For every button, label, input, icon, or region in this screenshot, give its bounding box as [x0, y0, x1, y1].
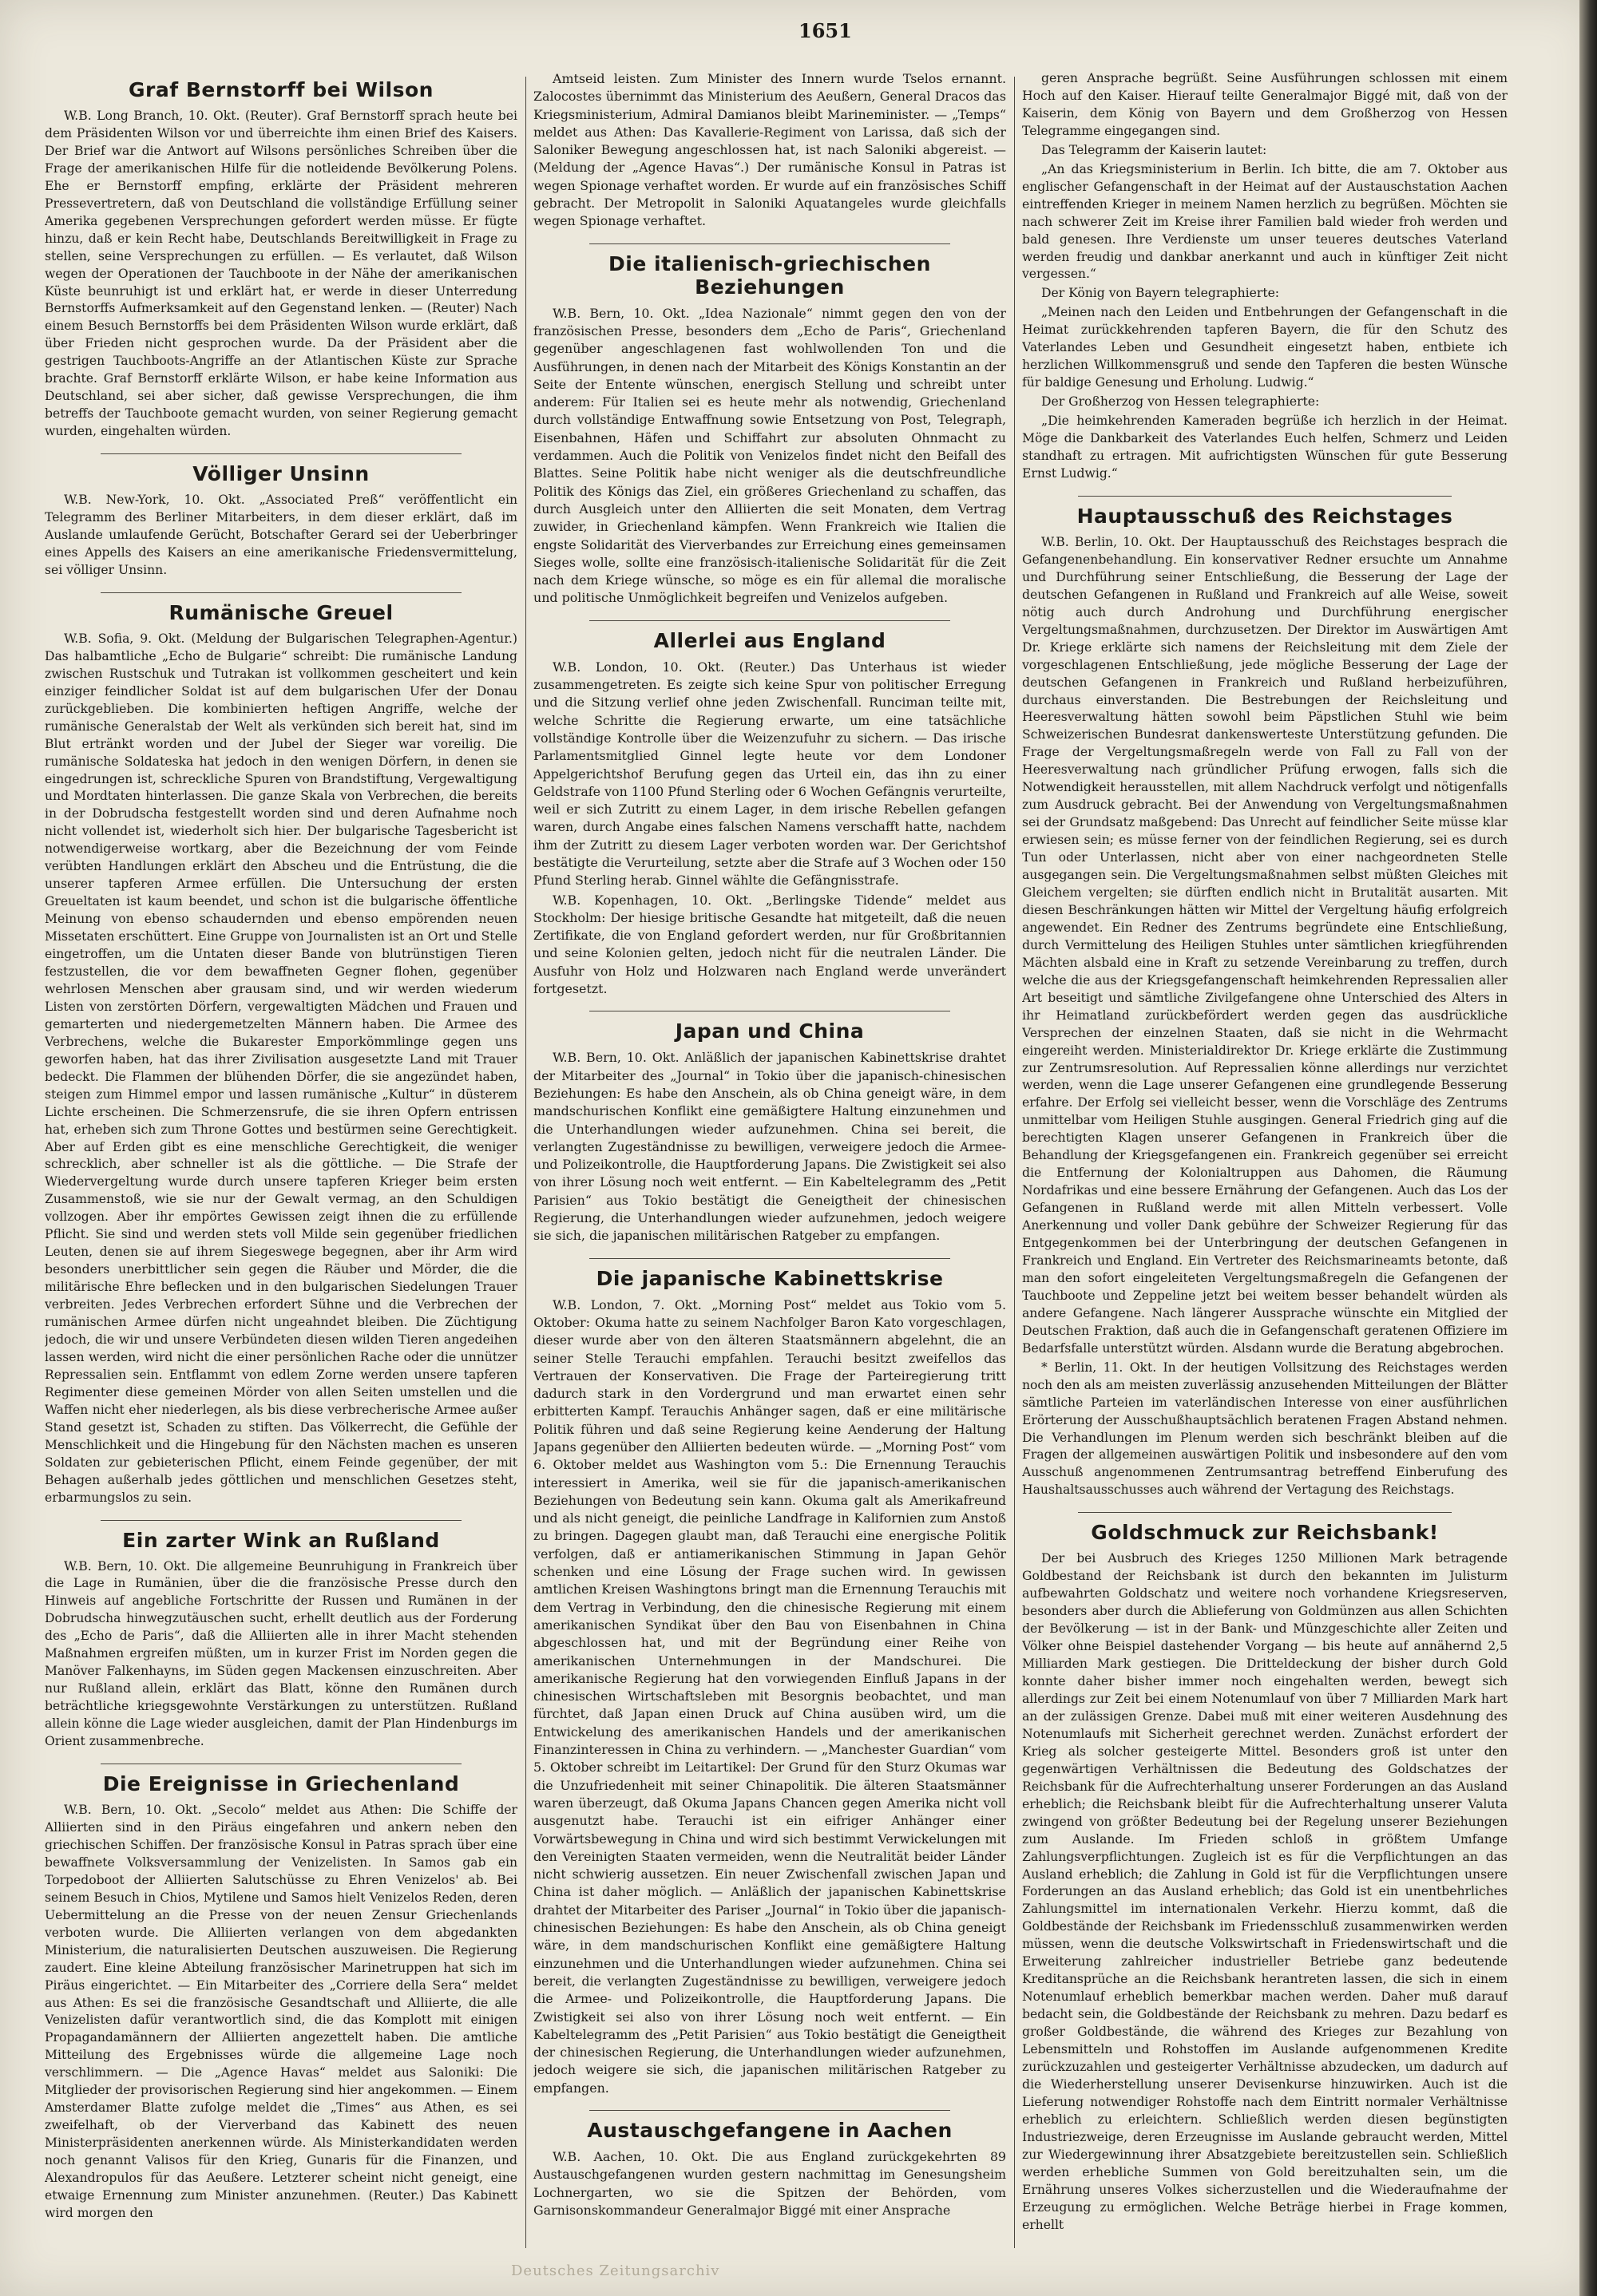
article-headline: Die japanische Kabinettskrise	[596, 1266, 944, 1290]
article-paragraph: Der König von Bayern telegraphierte:	[1041, 286, 1280, 301]
article-headline: Austauschgefangene in Aachen	[587, 2118, 953, 2142]
article	[533, 243, 1006, 608]
article	[533, 2110, 1006, 2219]
article-headline: Allerlei aus England	[653, 628, 886, 652]
article-separator	[589, 620, 950, 621]
article	[533, 1011, 1006, 1245]
article-separator	[101, 1520, 462, 1521]
article	[1022, 70, 1508, 483]
article-headline: Die italienisch-griechischen Beziehungen	[608, 251, 931, 299]
article	[45, 78, 517, 441]
article-paragraph: * Berlin, 11. Okt. In der heutigen Vollsitzung des Reichstages werden noch den als am meisten zuverlässig anzusehenden Mitteilungen der Blätter sämtliche Parteien im vaterländischen Interesse von einer ausführlichen Erörterung der Ausschußhauptsächlich beratenen Fragen Abstand nehmen. Die Verhandlungen im Plenum werden sich beschränkt bleiben auf die Fragen der allgemeinen auswärtigen Politik und insbesondere auf den vom Ausschuß angenommenen Zentrumsantrag betreffend Einberufung des Haushaltsausschusses auch während der Vertagung des Reichstags.	[1022, 1360, 1508, 1498]
article-paragraph: „An das Kriegsministerium in Berlin. Ich bitte, die am 7. Oktober aus englischer Gefangenschaft in der Heimat auf der Austauschstation Aachen eintreffenden Krieger in meinem Namen herzlich zu begrüßen. Möchten sie nach schwerer Zeit im Kreise ihrer Familien bald wieder froh werden und bald genesen. Ihre Verdienste um unser teueres deutsches Vaterland werden freudig und dankbar anerkannt und auch in künftiger Zeit nicht vergessen.“	[1022, 161, 1508, 282]
article-paragraph: W.B. Bern, 10. Okt. „Secolo“ meldet aus Athen: Die Schiffe der Alliierten sind in den Piräus eingefahren und ankern neben den griechischen Schiffen. Der französische Konsul in Patras sprach über eine bewaffnete Volksversammlung der Venizelisten. In Samos gab ein Torpedoboot der Alliierten Salutschüsse zu Ehren Venizelos' ab. Bei seinem Besuch in Chios, Mytilene und Samos hielt Venizelos Reden, deren Uebermittelung an die Presse von der neuen Zensur Griechenlands verboten wurde. Die Alliierten verlangen von dem abgedankten Ministerium, die naturalisierten Deutschen auszuweisen. Die Regierung zaudert. Eine kleine Abteilung französischer Marinetruppen hat sich im Piräus eingerichtet. — Ein Mitarbeiter des „Corriere della Sera“ meldet aus Athen: Es sei die französische Gesandtschaft und Alliierte, die alle Venizelisten dafür verantwortlich sind, die das Komplott mit einigen Propagandamännern der Alliierten angezettelt haben. Die amtliche Mitteilung des Ergebnisses würde die allgemeine Lage noch verschlimmern. — Die „Agence Havas“ meldet aus Saloniki: Die Mitglieder der provisorischen Regierung sind hier angekommen. — Einem Amsterdamer Blatte zufolge meldet die „Times“ aus Athen, es sei zweifelhaft, ob der Vierverband das Kabinett des neuen Ministerpräsidenten anerkennen würde. Als Ministerkandidaten werden noch genannt Valisos für den Krieg, Gunaris für die Finanzen, und Alexandropulos für das Aeußere. Letzterer scheint nicht geneigt, eine etwaige Ernennung zum Minister anzunehmen. (Reuter.) Das Kabinett wird morgen den	[45, 1803, 517, 2220]
article-paragraph: W.B. Bern, 10. Okt. Die allgemeine Beunruhigung in Frankreich über die Lage in Rumänien, über die die französische Presse durch den Hinweis auf angebliche Fortschritte der Russen und Rumänen in der Dobrudscha hinwegzutäuschen sucht, erhellt deutlich aus der Forderung des „Echo de Paris“, daß die Alliierten alle in ihrer Macht stehenden Maßnahmen ergreifen müßten, um in kurzer Frist im Norden gegen die Manöver Falkenhayns, im Süden gegen Mackensen einzuschreiten. Aber nur Rußland allein, erklärt das Blatt, könne den Rumänen durch beträchtliche kriegsgewohnte Verstärkungen zu unterstützen. Rußland allein könne die Lage wieder ausgleichen, damit der Plan Hindenburgs im Orient zusammenbreche.	[45, 1558, 517, 1749]
article-paragraph: W.B. London, 7. Okt. „Morning Post“ meldet aus Tokio vom 5. Oktober: Okuma hatte zu seinem Nachfolger Baron Kato vorgeschlagen, dieser wurde aber von den älteren Staatsmännern abgelehnt, die an seiner Stelle Terauchi empfahlen. Terauchi besitzt zweifellos das Vertrauen der Konservativen. Die Frage der Parteiregierung tritt dadurch stark in den Vordergrund und man erwartet einen sehr erbitterten Kampf. Terauchis Anhänger sagen, daß er eine militärische Politik führen und daß seine Regierung keine Aenderung der Haltung Japans gegenüber den Alliierten bedeuten würde. — „Morning Post“ vom 6. Oktober meldet aus Washington vom 5.: Die Ernennung Terauchis interessiert in Amerika, weil sie für die japanisch-amerikanischen Beziehungen von Bedeutung sein kann. Okuma galt als Amerikafreund und als nicht geneigt, die peinliche Landfrage in Kalifornien zum Anstoß zu bringen. Dagegen glaubt man, daß Terauchi eine energische Politik verfolgen, daß er antiamerikanischen Stimmung in Japan Gehör schenken und eine Lösung der Frage suchen wird. In gewissen amtlichen Kreisen Washingtons bringt man die Ernennung Terauchis mit dem Vertrag in Verbindung, den die chinesische Regierung mit einem amerikanischen Syndikat über den Bau von Eisenbahnen in China abgeschlossen hat, und mit der Begründung einer Reihe von amerikanischen Unternehmungen in der Mandschurei. Die amerikanische Regierung hat den vorwiegenden Einfluß Japans in der chinesischen Wirtschaftsleben mit Besorgnis beobachtet, und man fürchtet, daß Japan einen Druck auf China ausüben wird, um die Entwickelung des amerikanischen Handels und der amerikanischen Finanzinteressen in China zu verhindern. — „Manchester Guardian“ vom 5. Oktober schreibt im Leitartikel: Der Grund für den Sturz Okumas war die Unzufriedenheit mit seiner Chinapolitik. Die älteren Staatsmänner waren überzeugt, daß Okuma Japans Chancen gegen Amerika nicht voll ausgenutzt habe. Terauchi ist ein eifriger Anhänger einer Vorwärtsbewegung in China und wird sich bestimmt Verwickelungen mit den Vereinigten Staaten vermeiden, wenn die Neutralität beider Länder nicht schwierig aussetzen. Ein neuer Zwischenfall zwischen Japan und China ist daher möglich. — Anläßlich der japanischen Kabinettskrise drahtet der Mitarbeiter des Pariser „Journal“ in Tokio über die japanisch-chinesischen Beziehungen: Es habe den Anschein, als ob China geneigt wäre, in dem mandschurischen Konflikt eine gemäßigtere Haltung einzunehmen und die Unterhandlungen wieder aufzunehmen. China sei bereit, die verlangten Zugeständnisse zu bewilligen, verweigere jedoch die Armee- und Polizeikontrolle, die Hauptforderung Japans. Die Zwistigkeit sei also von ihrer Lösung noch weit entfernt. — Ein Kabeltelegramm des „Petit Parisien“ aus Tokio bestätigt die Geneigtheit der chinesischen Regierung, die Unterhandlungen wieder aufzunehmen, jedoch weigere sie sich, die japanischen militärischen Ratgeber zu empfangen.	[533, 1296, 1006, 2096]
article-paragraph: W.B. Bern, 10. Okt. „Idea Nazionale“ nimmt gegen den von der französischen Presse, besonders dem „Echo de Paris“, Griechenland gegenüber angeschlagenen fast wohlwollenden Ton und die Ausführungen, in denen nach der Mitarbeit des Königs Konstantin an der Seite der Entente wünschen, energisch Stellung und schreibt unter anderem: Für Italien sei es heute mehr als notwendig, Griechenland durch vollständige Entwaffnung sowie Entsetzung von Post, Telegraph, Eisenbahnen, Häfen und Schiffahrt zur absoluten Ohnmacht zu verdammen. Auch die Politik von Venizelos findet nicht den Beifall des Blattes. Seine Politik habe nicht weniger als die deutschfreundliche Politik des Königs das Ziel, ein größeres Griechenland zu schaffen, das durch Ausgleich unter den Alliierten die seit Monaten, dem Vertrag zuwider, in Griechenland kämpfen. Wenn Frankreich wie Italien die engste Solidarität des Vierverbandes zur Erreichung eines gemeinsamen Sieges wolle, sollte eine französisch-italienische Solidarität für die Zeit nach dem Kriege wünsche, so möge es ein für allemal die moralische und politische Unmöglichkeit begreifen und Venizelos aufgeben.	[533, 305, 1006, 606]
article-paragraph: Der bei Ausbruch des Krieges 1250 Millionen Mark betragende Goldbestand der Reichsbank ist durch den bekannten im Julisturm aufbewahrten Goldschatz und weitere noch vorhandene Kriegsreserven, besonders aber durch die Ablieferung von Goldmünzen aus allen Schichten der Bevölkerung — ist in der Bank- und Münzgeschichte aller Zeiten und Völker ohne Beispiel dastehender Vorgang — bis heute auf annähernd 2,5 Milliarden Mark gestiegen. Die Dritteldeckung der bisher durch Gold konnte daher bisher immer noch eingehalten werden, bewegt sich allerdings zur Zeit bei einem Notenumlauf von über 7 Milliarden Mark hart an der zulässigen Grenze. Dabei muß mit einer weiteren Ausdehnung des Notenumlaufs mit Sicherheit gerechnet werden. Zunächst erfordert der Krieg als solcher gesteigerte Mittel. Besonders groß ist unter den gegenwärtigen Verhältnissen die Bedeutung des Goldschatzes der Reichsbank für die Aufrechterhaltung unserer Forderungen an das Ausland erheblich; die Reichsbank bleibt für die Aufrechterhaltung unserer Valuta zwingend von größter Bedeutung bei der Regelung unserer Beziehungen zum Auslande. Im Frieden schloß in größtem Umfange Zahlungsverpflichtungen. Zugleich ist es für die Verpflichtungen an das Ausland erheblich; die Zahlung in Gold ist für die Verpflichtungen unsere Forderungen an das Ausland erheblich; das Gold ist ein unentbehrliches Zahlungsmittel im internationalen Verkehr. Hierzu kommt, daß die Goldbestände der Reichsbank im Friedensschluß zusammenwirken werden müssen, wenn die deutsche Volkswirtschaft in Friedenswirtschaft und die Erweiterung zahlreicher industrieller Betriebe ganz bedeutende Kreditansprüche an die Reichsbank herantreten lassen, die sich in einem Notenumlauf erheblich bemerkbar machen werden. Daher muß darauf bedacht sein, die Goldbestände der Reichsbank zu mehren. Dazu bedarf es großer Goldbestände, die während des Krieges zur Bezahlung von Lebensmitteln und Rohstoffen im Auslande aufgenommenen Kredite zurückzuzahlen und gesteigerter Verhältnisse abzudecken, um dadurch auf die Wiederherstellung unserer Devisenkurse hinzuwirken. Auch ist die Lieferung notwendiger Rohstoffe nach dem Eintritt normaler Verhältnisse erheblich zu erleichtern. Schließlich werden diesen begünstigten Industriezweige, deren Erzeugnisse im Auslande gebraucht werden, Mittel zur Wiedergewinnung ihrer Absatzgebiete bereitzustellen sein. Schließlich werden erhebliche Summen von Gold bereitzuhalten sein, um die Ernährung unseres Volkes sicherzustellen und die Wiederaufnahme der Erzeugung zu ermöglichen. Welche Beträge hierbei in Frage kommen, erhellt	[1022, 1551, 1508, 2232]
article	[533, 1258, 1006, 2097]
article-paragraph: „Meinen nach den Leiden und Entbehrungen der Gefangenschaft in die Heimat zurückkehrenden tapferen Bayern, die für den Schutz des Vaterlandes Leben und Gesundheit eingesetzt haben, entbiete ich herzlichen Willkommensgruß und sende den Tapferen die besten Wünsche für baldige Genesung und Erholung. Ludwig.“	[1022, 305, 1508, 390]
article-headline: Graf Bernstorff bei Wilson	[129, 78, 434, 101]
article	[45, 453, 517, 580]
article-separator	[589, 243, 950, 244]
article-separator	[1078, 1512, 1452, 1513]
article-separator	[1078, 496, 1452, 497]
faint-imprint: Deutsches Zeitungsarchiv	[511, 2262, 720, 2279]
article-headline: Hauptausschuß des Reichstages	[1076, 504, 1453, 528]
article-separator	[101, 453, 462, 454]
article-headline: Goldschmuck zur Reichsbank!	[1091, 1521, 1439, 1545]
article-paragraph: Der Großherzog von Hessen telegraphierte:	[1041, 394, 1320, 410]
article-paragraph: Das Telegramm der Kaiserin lautet:	[1041, 142, 1267, 157]
article-paragraph: W.B. Aachen, 10. Okt. Die aus England zurückgekehrten 89 Austauschgefangenen wurden gestern nachmittag im Genesungsheim Lochnergarten, wo sie die Spitzen der Behörden, vom Garnisonskommandeur Generalmajor Biggé mit einer Ansprache	[533, 2148, 1006, 2218]
article-paragraph: „Die heimkehrenden Kameraden begrüße ich herzlich in der Heimat. Möge die Dankbarkeit des Vaterlandes Euch helfen, Schmerz und Leiden standhaft zu ertragen. Mit aufrichtigsten Wünschen für gute Besserung Ernst Ludwig.“	[1022, 414, 1508, 481]
article-paragraph: W.B. Bern, 10. Okt. Anläßlich der japanischen Kabinettskrise drahtet der Mitarbeiter des „Journal“ in Tokio über die japanisch-chinesischen Beziehungen: Es habe den Anschein, als ob China geneigt wäre, in dem mandschurischen Konflikt eine gemäßigtere Haltung einzunehmen und die Unterhandlungen wieder aufzunehmen. China sei bereit, die verlangten Zugeständnisse zu bewilligen, verweigere jedoch die Armee- und Polizeikontrolle, die Hauptforderung Japans. Die Zwistigkeit sei also von ihrer Lösung noch weit entfernt. — Ein Kabeltelegramm des „Petit Parisien“ aus Tokio bestätigt die Geneigtheit der chinesischen Regierung, die Unterhandlungen wieder aufzunehmen, jedoch weigere sie sich, die japanischen militärischen Ratgeber zu empfangen.	[533, 1050, 1006, 1244]
article	[45, 592, 517, 1507]
article-paragraph: W.B. Kopenhagen, 10. Okt. „Berlingske Tidende“ meldet aus Stockholm: Der hiesige britische Gesandte hat mitgeteilt, daß die neuen Zertifikate, die von England gefordert werden, nur für Großbritannien und seine Kolonien gelten, jedoch nicht für die neutralen Länder. Die Ausfuhr von Holz und Holzwaren nach England werde unverändert fortgesetzt.	[533, 892, 1006, 997]
article-separator	[589, 1258, 950, 1259]
article	[45, 1520, 517, 1751]
article	[45, 1764, 517, 2223]
column-3	[1022, 70, 1508, 2264]
newspaper-page: 1651 Graf Bernstorff bei Wilson W.B. Long Branch, 10. Okt. (Reuter). Graf Bernstorff sprach heute bei dem Präsidenten Wilson vor und überreichte ihm einen Brief des Kaisers. Der Brief war die Antwort auf Wilsons persönliches Schreiben über die Frage der amerikanischen Hilfe für die notleidende Bevölkerung Polens. Ehe er Bernstorff empfing, erklärte der Präsident mehreren Pressevertretern, daß von Deutschland die vollständige Erfüllung seiner Amerika gegebenen Versprechungen gefordert werden müsse. Er fügte hinzu, daß er kein Recht habe, Deutschlands Bereitwilligkeit in Frage zu stellen, seine Versprechungen zu erfüllen. — Es verlautet, daß Wilson wegen der Operationen der Tauchboote in der Nähe der amerikanischen Küste beunruhigt ist und erklärt hat, er werde in dieser Unterredung Bernstorffs Aufmerksamkeit auf den Gegenstand lenken. — (Reuter) Nach einem Besuch Bernstorffs bei dem Präsidenten Wilson wurde erklärt, daß über Frieden nicht gesprochen wurde. Da der Präsident aber die gestrigen Tauchboots-Angriffe an der Atlantischen Küste zur Sprache brachte. Graf Bernstorff erklärte Wilson, er habe keine Information aus Deutschland, sei aber sicher, daß gewisse Versprechungen, die ihm betreffs der Tauchboote gemacht wurden, von seiner Regierung gemacht wurden, eingehalten würden. Völliger Unsinn W.B. New-York, 10. Okt. „Associated Preß“ veröffentlicht ein Telegramm des Berliner Mitarbeiters, in dem dieser erklärt, daß im Auslande umlaufende Gerücht, Botschafter Gerard sei der Ueberbringer eines Appells des Kaisers an eine amerikanische Friedensvermittelung, sei völliger Unsinn. Rumänische Greuel W.B. Sofia, 9. Okt. (Meldung der Bulgarischen Telegraphen-Agentur.) Das halbamtliche „Echo de Bulgarie“ schreibt: Die rumänische Landung zwischen Rustschuk und Tutrakan ist vollkommen gescheitert und kein einziger feindlicher Soldat ist auf dem bulgarischen Ufer der Donau zurückgeblieben. Die kombinierten heftigen Angriffe, welche der rumänische Generalstab der Welt als verkünden sich bereit hat, sind im Blut ertränkt worden und der Jubel der Sieger war voreilig. Die rumänische Soldateska hat jedoch in den wenigen Dörfern, in denen sie eingedrungen ist, schreckliche Spuren von Brandstiftung, Vergewaltigung und Mordtaten hinterlassen. Die ganze Skala von Verbrechen, die bereits in der Dobrudscha festgestellt worden sind und deren Aufnahme noch nicht vollendet ist, wiederholt sich hier. Der bulgarische Tagesbericht ist notwendigerweise wortkarg, aber die Bezeichnung der vom Feinde verübten Handlungen erklärt den Abscheu und die Entrüstung, die die unserer tapferen Armee erfüllen. Die Untersuchung der ersten Greueltaten ist kaum beendet, und schon ist die bulgarische öffentliche Meinung von ebenso schaudernden und ebenso empörenden neuen Missetaten erschüttert. Eine Gruppe von Journalisten ist an Ort und Stelle eingetroffen, um die Untaten dieser Bande von blutrünstigen Tieren festzustellen, die vor dem bewaffneten Gegner flohen, gegenüber wehrlosen Menschen aber grausam sind, und wir werden wiederum Listen von zerstörten Dörfern, vergewaltigten Mädchen und Frauen und gemarterten und niedergemetzelten Männern haben. Die Armee des Verbrechens, welche die Bukarester Emporkömmlinge gegen uns geworfen haben, hat das ihrer Zivilisation ausgesetzte Land mit Trauer bedeckt. Die Flammen der blühenden Dörfer, die sie angezündet haben, steigen zum Himmel empor und lassen rumänische „Kultur“ in düsterem Lichte erscheinen. Die Schmerzensrufe, die sie ihren Opfern entrissen hat, erheben sich zum Throne Gottes und bestürmen seine Gerechtigkeit. Aber auf Erden gibt es eine menschliche Gerechtigkeit, die weniger schrecklich, aber schneller ist als die göttliche. — Die Strafe der Wiedervergeltung wurde durch unsere tapferen Krieger beim ersten Zusammenstoß, wie sie nur der Gewalt vermag, an den Schuldigen vollzogen. Aber ihr empörtes Gewissen zeigt ihnen die zu erfüllende Pflicht. Sie sind und werden stets voll Milde sein gegenüber friedlichen Leuten, denen sie auf ihrem Siegeswege begegnen, aber ihr Arm wird besonders unerbittlicher sein gegen die Räuber und Mörder, die die militärische Ehre beflecken und in den bulgarischen Siedelungen Trauer verbreiten. Jedes Verbrechen erfordert Sühne und die Verbrechen der rumänischen Armee dürfen nicht ungeahndet bleiben. Die Züchtigung jedoch, die wir und unsere Verbündeten diesen wilden Tieren angedeihen lassen werden, wird nicht die einer persönlichen Rache oder die unnützer Repressalien sein. Entflammt von edlem Zorne werden unsere tapferen Regimenter diese gemeinen Mörder von allen Seiten umstellen und die Waffen nicht eher niederlegen, als bis diese verbrecherische Armee außer Stand gesetzt ist, Schaden zu stiften. Das Völkerrecht, die Gefühle der Menschlichkeit und die Hingebung für den Nächsten machen es unseren Soldaten zur gebieterischen Pflicht, einem Feinde gegenüber, der mit Behagen außerhalb jedes göttlichen und menschlichen Gesetzes steht, erbarmungslos zu sein. Ein zarter Wink an Rußland W.B. Bern, 10. Okt. Die allgemeine Beunruhigung in Frankreich über die Lage in Rumänien, über die die französische Presse durch den Hinweis auf angebliche Fortschritte der Russen und Rumänen in der Dobrudscha hinwegzutäuschen sucht, erhellt deutlich aus der Forderung des „Echo de Paris“, daß die Alliierten alle in ihrer Macht stehenden Maßnahmen ergreifen müßten, um in kurzer Frist im Norden gegen die Manöver Falkenhayns, im Süden gegen Mackensen einzuschreiten. Aber nur Rußland allein, erklärt das Blatt, könne den Rumänen durch beträchtliche kriegsgewohnte Verstärkungen zu unterstützen. Rußland allein könne die Lage wieder ausgleichen, damit der Plan Hindenburgs im Orient zusammenbreche. Die Ereignisse in Griechenland W.B. Bern, 10. Okt. „Secolo“ meldet aus Athen: Die Schiffe der Alliierten sind in den Piräus eingefahren und ankern neben den griechischen Schiffen. Der französische Konsul in Patras sprach über eine bewaffnete Volksversammlung der Venizelisten. In Samos gab ein Torpedoboot der Alliierten Salutschüsse zu Ehren Venizelos' ab. Bei seinem Besuch in Chios, Mytilene und Samos hielt Venizelos Reden, deren Uebermittelung an die Presse von der neuen Zensur Griechenlands verboten wurde. Die Alliierten verlangen von dem abgedankten Ministerium, die naturalisierten Deutschen auszuweisen. Die Regierung zaudert. Eine kleine Abteilung französischer Marinetruppen hat sich im Piräus eingerichtet. — Ein Mitarbeiter des „Corriere della Sera“ meldet aus Athen: Es sei die französische Gesandtschaft und Alliierte, die alle Venizelisten dafür verantwortlich sind, die das Komplott mit einigen Propagandamännern der Alliierten angezettelt haben. Die amtliche Mitteilung des Ergebnisses würde die allgemeine Lage noch verschlimmern. — Die „Agence Havas“ meldet aus Saloniki: Die Mitglieder der provisorischen Regierung sind hier angekommen. — Einem Amsterdamer Blatte zufolge meldet die „Times“ aus Athen, es sei zweifelhaft, ob der Vierverband das Kabinett des neuen Ministerpräsidenten anerkennen würde. Als Ministerkandidaten werden noch genannt Valisos für den Krieg, Gunaris für die Finanzen, und Alexandropulos für das Aeußere. Letzterer scheint nicht geneigt, eine etwaige Ernennung zum Minister anzunehmen. (Reuter.) Das Kabinett wird morgen den Amtseid leisten. Zum Minister des Innern wurde Tselos ernannt. Zalocostes übernimmt das Ministerium des Aeußern, General Dracos das Kriegsministerium, Admiral Damianos bleibt Marineminister. — „Temps“ meldet aus Athen: Das Kavallerie-Regiment von Larissa, daß sich der Saloniker Bewegung angeschlossen hat, ist nach Saloniki abgereist. — (Meldung der „Agence Havas“.) Der rumänische Konsul in Patras ist wegen Spionage verhaftet worden. Er wurde auf ein französisches Schiff gebracht. Der Metropolit in Saloniki Aquatangeles wurde gleichfalls wegen Spionage verhaftet. Die italienisch-griechischen Beziehungen W.B. Bern, 10. Okt. „Idea Nazionale“ nimmt gegen den von der französischen Presse, besonders dem „Echo de Paris“, Griechenland gegenüber angeschlagenen fast wohlwollenden Ton und die Ausführungen, in denen nach der Mitarbeit des Königs Konstantin an der Seite der Entente wünschen, energisch Stellung und schreibt unter anderem: Für Italien sei es heute mehr als notwendig, Griechenland durch vollständige Entwaffnung sowie Entsetzung von Post, Telegraph, Eisenbahnen, Häfen und Schiffahrt zur absoluten Ohnmacht zu verdammen. Auch die Politik von Venizelos findet nicht den Beifall des Blattes. Seine Politik habe nicht weniger als die deutschfreundliche Politik des Königs das Ziel, ein größeres Griechenland zu schaffen, das durch Ausgleich unter den Alliierten die seit Monaten, dem Vertrag zuwider, in Griechenland kämpfen. Wenn Frankreich wie Italien die engste Solidarität des Vierverbandes zur Erreichung eines gemeinsamen Sieges wolle, sollte eine französisch-italienische Solidarität für die Zeit nach dem Kriege wünsche, so möge es ein für allemal die moralische und politische Unmöglichkeit begreifen und Venizelos aufgeben. Allerlei aus England W.B. London, 10. Okt. (Reuter.) Das Unterhaus ist wieder zusammengetreten. Es zeigte sich keine Spur von politischer Erregung und die Sitzung verlief ohne jeden Zwischenfall. Runciman teilte mit, welche Schritte die Regierung erwarte, um eine tatsächliche vollständige Kontrolle über die Weizenzufuhr zu sichern. — Das irische Parlamentsmitglied Ginnel legte heute vor dem Londoner Appelgerichtshof Berufung gegen das Urteil ein, das ihn zu einer Geldstrafe von 1100 Pfund Sterling oder 6 Wochen Gefängnis verurteilte, weil er sich Zutritt zu einem Lager, in dem irische Rebellen gefangen waren, durch Angabe eines falschen Namens verschafft hatte, nachdem ihm der Zutritt zu diesem Lager verboten worden war. Der Gerichtshof bestätigte die Verurteilung, setzte aber die Strafe auf 3 Wochen oder 150 Pfund Sterling herab. Ginnel wählte die Gefängnisstrafe. W.B. Kopenhagen, 10. Okt. „Berlingske Tidende“ meldet aus Stockholm: Der hiesige britische Gesandte hat mitgeteilt, daß die neuen Zertifikate, die von England gefordert werden, nur für Großbritannien und seine Kolonien gelten, jedoch nicht für die neutralen Länder. Die Ausfuhr von Holz und Holzwaren nach England werde unverändert fortgesetzt. Japan und China W.B. Bern, 10. Okt. Anläßlich der japanischen Kabinettskrise drahtet der Mitarbeiter des „Journal“ in Tokio über die japanisch-chinesischen Beziehungen: Es habe den Anschein, als ob China geneigt wäre, in dem mandschurischen Konflikt eine gemäßigtere Haltung einzunehmen und die Unterhandlungen wieder aufzunehmen. China sei bereit, die verlangten Zugeständnisse zu bewilligen, verweigere jedoch die Armee- und Polizeikontrolle, die Hauptforderung Japans. Die Zwistigkeit sei also von ihrer Lösung noch weit entfernt. — Ein Kabeltelegramm des „Petit Parisien“ aus Tokio bestätigt die Geneigtheit der chinesischen Regierung, die Unterhandlungen wieder aufzunehmen, jedoch weigere sie sich, die japanischen militärischen Ratgeber zu empfangen. Die japanische Kabinettskrise W.B. London, 7. Okt. „Morning Post“ meldet aus Tokio vom 5. Oktober: Okuma hatte zu seinem Nachfolger Baron Kato vorgeschlagen, dieser wurde aber von den älteren Staatsmännern abgelehnt, die an seiner Stelle Terauchi empfahlen. Terauchi besitzt zweifellos das Vertrauen der Konservativen. Die Frage der Parteiregierung tritt dadurch stark in den Vordergrund und man erwartet einen sehr erbitterten Kampf. Terauchis Anhänger sagen, daß er eine militärische Politik führen und daß seine Regierung keine Aenderung der Haltung Japans gegenüber den Alliierten bedeuten würde. — „Morning Post“ vom 6. Oktober meldet aus Washington vom 5.: Die Ernennung Terauchis interessiert in Amerika, weil sie für die japanisch-amerikanischen Beziehungen von Bedeutung sein kann. Okuma galt als Amerikafreund und als nicht geneigt, die peinliche Landfrage in Kalifornien zum Anstoß zu bringen. Dagegen glaubt man, daß Terauchi eine energische Politik verfolgen, daß er antiamerikanischen Stimmung in Japan Gehör schenken und eine Lösung der Frage suchen wird. In gewissen amtlichen Kreisen Washingtons bringt man die Ernennung Terauchis mit dem Vertrag in Verbindung, den die chinesische Regierung mit einem amerikanischen Syndikat über den Bau von Eisenbahnen in China abgeschlossen hat, und mit der Begründung einer Reihe von amerikanischen Unternehmungen in der Mandschurei. Die amerikanische Regierung hat den vorwiegenden Einfluß Japans in der chinesischen Wirtschaftsleben mit Besorgnis beobachtet, und man fürchtet, daß Japan einen Druck auf China ausüben wird, um die Entwickelung des amerikanischen Handels und der amerikanischen Finanzinteressen in China zu verhindern. — „Manchester Guardian“ vom 5. Oktober schreibt im Leitartikel: Der Grund für den Sturz Okumas war die Unzufriedenheit mit seiner Chinapolitik. Die älteren Staatsmänner waren überzeugt, daß Okuma Japans Chancen gegen Amerika nicht voll ausgenutzt habe. Terauchi ist ein eifriger Anhänger einer Vorwärtsbewegung in China und wird sich bestimmt Verwickelungen mit den Vereinigten Staaten vermeiden, wenn die Neutralität beider Länder nicht schwierig aussetzen. Ein neuer Zwischenfall zwischen Japan und China ist daher möglich. — Anläßlich der japanischen Kabinettskrise drahtet der Mitarbeiter des Pariser „Journal“ in Tokio über die japanisch-chinesischen Beziehungen: Es habe den Anschein, als ob China geneigt wäre, in dem mandschurischen Konflikt eine gemäßigtere Haltung einzunehmen und die Unterhandlungen wieder aufzunehmen. China sei bereit, die verlangten Zugeständnisse zu bewilligen, verweigere jedoch die Armee- und Polizeikontrolle, die Hauptforderung Japans. Die Zwistigkeit sei also von ihrer Lösung noch weit entfernt. — Ein Kabeltelegramm des „Petit Parisien“ aus Tokio bestätigt die Geneigtheit der chinesischen Regierung, die Unterhandlungen wieder aufzunehmen, jedoch weigere sie sich, die japanischen militärischen Ratgeber zu empfangen. Austauschgefangene in Aachen W.B. Aachen, 10. Okt. Die aus England zurückgekehrten 89 Austauschgefangenen wurden gestern nachmittag im Genesungsheim Lochnergarten, wo sie die Spitzen der Behörden, vom Garnisonskommandeur Generalmajor Biggé mit einer Ansprache geren Ansprache begrüßt. Seine Ausführungen schlossen mit einem Hoch auf den Kaiser. Hierauf teilte Generalmajor Biggé mit, daß von der Kaiserin, dem König von Bayern und dem Großherzog von Hessen Telegramme eingegangen sind. Das Telegramm der Kaiserin lautet: „An das Kriegsministerium in Berlin. Ich bitte, die am 7. Oktober aus englischer Gefangenschaft in der Heimat auf der Austauschstation Aachen eintreffenden Krieger in meinem Namen herzlich zu begrüßen. Möchten sie nach schwerer Zeit im Kreise ihrer Familien bald wieder froh werden und bald genesen. Ihre Verdienste um unser teueres deutsches Vaterland werden freudig und dankbar anerkannt und auch in künftiger Zeit nicht vergessen.“ Der König von Bayern telegraphierte: „Meinen nach den Leiden und Entbehrungen der Gefangenschaft in die Heimat zurückkehrenden tapferen Bayern, die für den Schutz des Vaterlandes Leben und Gesundheit eingesetzt haben, entbiete ich herzlichen Willkommensgruß und sende den Tapferen die besten Wünsche für baldige Genesung und Erholung. Ludwig.“ Der Großherzog von Hessen telegraphierte: „Die heimkehrenden Kameraden begrüße ich herzlich in der Heimat. Möge die Dankbarkeit des Vaterlandes Euch helfen, Schmerz und Leiden standhaft zu ertragen. Mit aufrichtigsten Wünschen für gute Besserung Ernst Ludwig.“ Hauptausschuß des Reichstages W.B. Berlin, 10. Okt. Der Hauptausschuß des Reichstages besprach die Gefangenenbehandlung. Ein konservativer Redner ersuchte um Annahme und Durchführung seiner Entschließung, die Besserung der Lage der deutschen Gefangenen in Rußland und Frankreich auf alle Weise, soweit nötig auch durch Androhung und Durchführung energischer Vergeltungsmaßnahmen, durchzusetzen. Der Direktor im Auswärtigen Amt Dr. Kriege erklärte sich namens der Reichsleitung mit dem Ziele der vorgeschlagenen Entschließung, jede mögliche Besserung der Lage der deutschen Gefangenen in Frankreich und Rußland herbeizuführen, durchaus einverstanden. Die Bestrebungen der Reichsleitung und Heeresverwaltung hätten sowohl beim Päpstlichen Stuhl wie beim Schweizerischen Bundesrat dankenswerteste Unterstützung gefunden. Die Frage der Vergeltungsmaßregeln werde von Fall zu Fall von der Heeresverwaltung nach gründlicher Prüfung erwogen, falls sich die Notwendigkeit herausstellen, mit allem Nachdruck verfolgt und nötigenfalls zum Ausdruck gebracht. Bei der Anwendung von Vergeltungsmaßnahmen sei der Grundsatz maßgebend: Das Unrecht auf feindlicher Seite müsse klar erwiesen sein; es müsse ferner von der feindlichen Regierung, sei es durch Tun oder Unterlassen, nicht aber von einer nachgeordneten Stelle ausgegangen sein. Die Vergeltungsmaßnahmen selbst müßten Gleiches mit Gleichem vergelten; sie dürften endlich nicht in Brutalität ausarten. Mit diesen Beschränkungen hätten wir Mittel der Vergeltung häufig erfolgreich angewendet. Ein Redner des Zentrums begründete eine Entschließung, durch Vermittelung des Heiligen Stuhles unter sämtlichen kriegführenden Mächten alsbald eine in Kraft zu setzende Vereinbarung zu treffen, durch welche die aus der Kriegsgefangenschaft heimkehrenden Repressalien aller Art beseitigt und sämtliche Zivilgefangene ohne Unterschied des Alters in ihr Heimatland zurückbefördert werden gegen das ausdrückliche Versprechen der einzelnen Staaten, daß sie nicht in die Wehrmacht eingereiht werden. Ministerialdirektor Dr. Kriege erklärte die Zustimmung zur Zentrumsresolution. Auf Repressalien könne allerdings nur verzichtet werden, wenn die Lage unserer Gefangenen eine grundlegende Besserung erfahre. Der Erfolg sei vielleicht besser, wenn die Vorschläge des Zentrums unmittelbar vom Heiligen Stuhle ausgingen. General Friedrich ging auf die berechtigten Klagen unserer Gefangenen in Frankreich über die Behandlung der Kriegsgefangenen ein. Frankreich gegenüber sei erreicht die Entfernung der Kolonialtruppen aus Dahomen, die Räumung Nordafrikas und eine bessere Ernährung der Gefangenen. Auch das Los der Gefangenen in Rußland werde mit allen Mitteln verbessert. Volle Anerkennung und voller Dank gebühre der Schweizer Regierung für das Entgegenkommen bei der Unterbringung der deutschen Gefangenen in Frankreich und England. Ein Vertreter des Reichsmarineamts betonte, daß man den sofort eingeleiteten Vergeltungsmaßregeln die Gefangenen der Tauchboote und Zeppeline jetzt bei weitem besser behandelt würden als andere Gefangene. Nach längerer Aussprache wünschte ein Mitglied der Deutschen Fraktion, daß auch die in Gefangenschaft geratenen Offiziere im Bedarfsfalle unterstützt würden. Alsdann wurde die Beratung abgebrochen. * Berlin, 11. Okt. In der heutigen Vollsitzung des Reichstages werden noch den als am meisten zuverlässig anzusehenden Mitteilungen der Blätter sämtliche Parteien im vaterländischen Interesse von einer ausführlichen Erörterung der Ausschußhauptsächlich beratenen Fragen Abstand nehmen. Die Verhandlungen im Plenum werden sich beschränkt bleiben auf die Fragen der allgemeinen auswärtigen Politik und insbesondere auf den vom Ausschuß angenommenen Zentrumsantrag betreffend Einberufung des Haushaltsausschusses auch während der Vertagung des Reichstags. Goldschmuck zur Reichsbank! Der bei Ausbruch des Krieges 1250 Millionen Mark betragende Goldbestand der Reichsbank ist durch den bekannten im Julisturm aufbewahrten Goldschatz und weitere noch vorhandene Kriegsreserven, besonders aber durch die Ablieferung von Goldmünzen aus allen Schichten der Bevölkerung — ist in der Bank- und Münzgeschichte aller Zeiten und Völker ohne Beispiel dastehender Vorgang — bis heute auf annähernd 2,5 Milliarden Mark gestiegen. Die Dritteldeckung der bisher durch Gold konnte daher bisher immer noch eingehalten werden, bewegt sich allerdings zur Zeit bei einem Notenumlauf von über 7 Milliarden Mark hart an der zulässigen Grenze. Dabei muß mit einer weiteren Ausdehnung des Notenumlaufs mit Sicherheit gerechnet werden. Zunächst erfordert der Krieg als solcher gesteigerte Mittel. Besonders groß ist unter den gegenwärtigen Verhältnissen die Bedeutung des Goldschatzes der Reichsbank für die Aufrechterhaltung unserer Forderungen an das Ausland erheblich; die Reichsbank bleibt für die Aufrechterhaltung unserer Valuta zwingend von größter Bedeutung bei der Regelung unserer Beziehungen zum Auslande. Im Frieden schloß in größtem Umfange Zahlungsverpflichtungen. Zugleich ist es für die Verpflichtungen an das Ausland erheblich; die Zahlung in Gold ist für die Verpflichtungen unsere Forderungen an das Ausland erheblich; das Gold ist ein unentbehrliches Zahlungsmittel im internationalen Verkehr. Hierzu kommt, daß die Goldbestände der Reichsbank im Friedensschluß zusammenwirken werden müssen, wenn die deutsche Volkswirtschaft in Friedenswirtschaft und die Erweiterung zahlreicher industrieller Betriebe ganz bedeutende Kreditansprüche an die Reichsbank herantreten lassen, die sich in einem Notenumlauf erheblich bemerkbar machen werden. Daher muß darauf bedacht sein, die Goldbestände der Reichsbank zu mehren. Dazu bedarf es großer Goldbestände, die während des Krieges zur Bezahlung von Lebensmitteln und Rohstoffen im Auslande aufgenommenen Kredite zurückzuzahlen und gesteigerter Verhältnisse abzudecken, um dadurch auf die Wiederherstellung unserer Devisenkurse hinzuwirken. Auch ist die Lieferung notwendiger Rohstoffe nach dem Eintritt normaler Verhältnisse erheblich zu erleichtern. Schließlich werden diesen begünstigten Industriezweige, deren Erzeugnisse im Auslande gebraucht werden, Mittel zur Wiedergewinnung ihrer Absatzgebiete bereitzustellen sein. Schließlich werden erhebliche Summen von Gold bereitzuhalten sein, um die Ernährung unseres Volkes sicherzustellen und die Wiederaufnahme der Erzeugung zu ermöglichen. Welche Beträge hierbei in Frage kommen, erhellt Deutsches Zeitungsarchiv	[0, 0, 1597, 2296]
article-paragraph: W.B. New-York, 10. Okt. „Associated Preß“ veröffentlicht ein Telegramm des Berliner Mitarbeiters, in dem dieser erklärt, daß im Auslande umlaufende Gerücht, Botschafter Gerard sei der Ueberbringer eines Appells des Kaisers an eine amerikanische Friedensvermittelung, sei völliger Unsinn.	[45, 493, 517, 577]
column-rule	[525, 77, 526, 2248]
article-separator	[589, 2110, 950, 2111]
article-paragraph: W.B. London, 10. Okt. (Reuter.) Das Unterhaus ist wieder zusammengetreten. Es zeigte sich keine Spur von politischer Erregung und die Sitzung verlief ohne jeden Zwischenfall. Runciman teilte mit, welche Schritte die Regierung erwarte, um eine tatsächliche vollständige Kontrolle über die Weizenzufuhr zu sichern. — Das irische Parlamentsmitglied Ginnel legte heute vor dem Londoner Appelgerichtshof Berufung gegen das Urteil ein, das ihn zu einer Geldstrafe von 1100 Pfund Sterling oder 6 Wochen Gefängnis verurteilte, weil er sich Zutritt zu einem Lager, in dem irische Rebellen gefangen waren, durch Angabe eines falschen Namens verschafft hatte, nachdem ihm der Zutritt zu diesem Lager verboten worden war. Der Gerichtshof bestätigte die Verurteilung, setzte aber die Strafe auf 3 Wochen oder 150 Pfund Sterling herab. Ginnel wählte die Gefängnisstrafe.	[533, 659, 1006, 889]
column-2	[533, 70, 1006, 2264]
article	[533, 620, 1006, 999]
article-paragraph: W.B. Berlin, 10. Okt. Der Hauptausschuß des Reichstages besprach die Gefangenenbehandlung. Ein konservativer Redner ersuchte um Annahme und Durchführung seiner Entschließung, die Besserung der Lage der deutschen Gefangenen in Rußland und Frankreich auf alle Weise, soweit nötig auch durch Androhung und Durchführung energischer Vergeltungsmaßnahmen, durchzusetzen. Der Direktor im Auswärtigen Amt Dr. Kriege erklärte sich namens der Reichsleitung mit dem Ziele der vorgeschlagenen Entschließung, jede mögliche Besserung der Lage der deutschen Gefangenen in Frankreich und Rußland herbeizuführen, durchaus einverstanden. Die Bestrebungen der Reichsleitung und Heeresverwaltung hätten sowohl beim Päpstlichen Stuhl wie beim Schweizerischen Bundesrat dankenswerteste Unterstützung gefunden. Die Frage der Vergeltungsmaßregeln werde von Fall zu Fall von der Heeresverwaltung nach gründlicher Prüfung erwogen, falls sich die Notwendigkeit herausstellen, mit allem Nachdruck verfolgt und nötigenfalls zum Ausdruck gebracht. Bei der Anwendung von Vergeltungsmaßnahmen sei der Grundsatz maßgebend: Das Unrecht auf feindlicher Seite müsse klar erwiesen sein; es müsse ferner von der feindlichen Regierung, sei es durch Tun oder Unterlassen, nicht aber von einer nachgeordneten Stelle ausgegangen sein. Die Vergeltungsmaßnahmen selbst müßten Gleiches mit Gleichem vergelten; sie dürften endlich nicht in Brutalität ausarten. Mit diesen Beschränkungen hätten wir Mittel der Vergeltung häufig erfolgreich angewendet. Ein Redner des Zentrums begründete eine Entschließung, durch Vermittelung des Heiligen Stuhles unter sämtlichen kriegführenden Mächten alsbald eine in Kraft zu setzende Vereinbarung zu treffen, durch welche die aus der Kriegsgefangenschaft heimkehrenden Repressalien aller Art beseitigt und sämtliche Zivilgefangene ohne Unterschied des Alters in ihr Heimatland zurückbefördert werden gegen das ausdrückliche Versprechen der einzelnen Staaten, daß sie nicht in die Wehrmacht eingereiht werden. Ministerialdirektor Dr. Kriege erklärte die Zustimmung zur Zentrumsresolution. Auf Repressalien könne allerdings nur verzichtet werden, wenn die Lage unserer Gefangenen eine grundlegende Besserung erfahre. Der Erfolg sei vielleicht besser, wenn die Vorschläge des Zentrums unmittelbar vom Heiligen Stuhle ausgingen. General Friedrich ging auf die berechtigten Klagen unserer Gefangenen in Frankreich über die Behandlung der Kriegsgefangenen ein. Frankreich gegenüber sei erreicht die Entfernung der Kolonialtruppen aus Dahomen, die Räumung Nordafrikas und eine bessere Ernährung der Gefangenen. Auch das Los der Gefangenen in Rußland werde mit allen Mitteln verbessert. Volle Anerkennung und voller Dank gebühre der Schweizer Regierung für das Entgegenkommen bei der Unterbringung der deutschen Gefangenen in Frankreich und England. Ein Vertreter des Reichsmarineamts betonte, daß man den sofort eingeleiteten Vergeltungsmaßregeln die Gefangenen der Tauchboote und Zeppeline jetzt bei weitem besser behandelt würden als andere Gefangene. Nach längerer Aussprache wünschte ein Mitglied der Deutschen Fraktion, daß auch die in Gefangenschaft geratenen Offiziere im Bedarfsfalle unterstützt würden. Alsdann wurde die Beratung abgebrochen.	[1022, 534, 1508, 1356]
article-headline: Japan und China	[675, 1019, 865, 1043]
article-headline: Die Ereignisse in Griechenland	[102, 1772, 460, 1796]
article-paragraph: W.B. Long Branch, 10. Okt. (Reuter). Graf Bernstorff sprach heute bei dem Präsidenten Wilson vor und überreichte ihm einen Brief des Kaisers. Der Brief war die Antwort auf Wilsons persönliches Schreiben über die Frage der amerikanischen Hilfe für die notleidende Bevölkerung Polens. Ehe er Bernstorff empfing, erklärte der Präsident mehreren Pressevertretern, daß von Deutschland die vollständige Erfüllung seiner Amerika gegebenen Versprechungen gefordert werden müsse. Er fügte hinzu, daß er kein Recht habe, Deutschlands Bereitwilligkeit in Frage zu stellen, seine Versprechungen zu erfüllen. — Es verlautet, daß Wilson wegen der Operationen der Tauchboote in der Nähe der amerikanischen Küste beunruhigt ist und erklärt hat, er werde in dieser Unterredung Bernstorffs Aufmerksamkeit auf den Gegenstand lenken. — (Reuter) Nach einem Besuch Bernstorffs bei dem Präsidenten Wilson wurde erklärt, daß über Frieden nicht gesprochen wurde. Da der Präsident aber die gestrigen Tauchboots-Angriffe an der Atlantischen Küste zur Sprache brachte. Graf Bernstorff erklärte Wilson, er habe keine Information aus Deutschland, sei aber sicher, daß gewisse Versprechungen, die ihm betreffs der Tauchboote gemacht wurden, von seiner Regierung gemacht wurden, eingehalten würden.	[45, 109, 517, 439]
article-headline: Völliger Unsinn	[192, 462, 370, 486]
article-headline: Rumänische Greuel	[168, 600, 394, 624]
page-binding-edge	[1579, 0, 1597, 2296]
article-paragraph: Amtseid leisten. Zum Minister des Innern wurde Tselos ernannt. Zalocostes übernimmt das Ministerium des Aeußern, General Dracos das Kriegsministerium, Admiral Damianos bleibt Marineminister. — „Temps“ meldet aus Athen: Das Kavallerie-Regiment von Larissa, daß sich der Saloniker Bewegung angeschlossen hat, ist nach Saloniki abgereist. — (Meldung der „Agence Havas“.) Der rumänische Konsul in Patras ist wegen Spionage verhaftet worden. Er wurde auf ein französisches Schiff gebracht. Der Metropolit in Saloniki Aquatangeles wurde gleichfalls wegen Spionage verhaftet.	[533, 71, 1006, 229]
article	[533, 70, 1006, 231]
column-rule	[1014, 77, 1015, 2248]
article-paragraph: geren Ansprache begrüßt. Seine Ausführungen schlossen mit einem Hoch auf den Kaiser. Hierauf teilte Generalmajor Biggé mit, daß von der Kaiserin, dem König von Bayern und dem Großherzog von Hessen Telegramme eingegangen sind.	[1022, 71, 1508, 138]
article	[1022, 1512, 1508, 2234]
article-paragraph: W.B. Sofia, 9. Okt. (Meldung der Bulgarischen Telegraphen-Agentur.) Das halbamtliche „Echo de Bulgarie“ schreibt: Die rumänische Landung zwischen Rustschuk und Tutrakan ist vollkommen gescheitert und kein einziger feindlicher Soldat ist auf dem bulgarischen Ufer der Donau zurückgeblieben. Die kombinierten heftigen Angriffe, welche der rumänische Generalstab der Welt als verkünden sich bereit hat, sind im Blut ertränkt worden und der Jubel der Sieger war voreilig. Die rumänische Soldateska hat jedoch in den wenigen Dörfern, in denen sie eingedrungen ist, schreckliche Spuren von Brandstiftung, Vergewaltigung und Mordtaten hinterlassen. Die ganze Skala von Verbrechen, die bereits in der Dobrudscha festgestellt worden sind und deren Aufnahme noch nicht vollendet ist, wiederholt sich hier. Der bulgarische Tagesbericht ist notwendigerweise wortkarg, aber die Bezeichnung der vom Feinde verübten Handlungen erklärt den Abscheu und die Entrüstung, die die unserer tapferen Armee erfüllen. Die Untersuchung der ersten Greueltaten ist kaum beendet, und schon ist die bulgarische öffentliche Meinung von ebenso schaudernden und ebenso empörenden neuen Missetaten erschüttert. Eine Gruppe von Journalisten ist an Ort und Stelle eingetroffen, um die Untaten dieser Bande von blutrünstigen Tieren festzustellen, die vor dem bewaffneten Gegner flohen, gegenüber wehrlosen Menschen aber grausam sind, und wir werden wiederum Listen von zerstörten Dörfern, vergewaltigten Mädchen und Frauen und gemarterten und niedergemetzelten Männern haben. Die Armee des Verbrechens, welche die Bukarester Emporkömmlinge gegen uns geworfen haben, hat das ihrer Zivilisation ausgesetzte Land mit Trauer bedeckt. Die Flammen der blühenden Dörfer, die sie angezündet haben, steigen zum Himmel empor und lassen rumänische „Kultur“ in düsterem Lichte erscheinen. Die Schmerzensrufe, die sie ihren Opfern entrissen hat, erheben sich zum Throne Gottes und bestürmen seine Gerechtigkeit. Aber auf Erden gibt es eine menschliche Gerechtigkeit, die weniger schrecklich, aber schneller ist als die göttliche. — Die Strafe der Wiedervergeltung wurde durch unsere tapferen Krieger beim ersten Zusammenstoß, wie sie nur der Gewalt vermag, an den Schuldigen vollzogen. Aber ihr empörtes Gewissen zeigt ihnen die zu erfüllende Pflicht. Sie sind und werden stets voll Milde sein gegenüber friedlichen Leuten, denen sie auf ihrem Siegeswege begegnen, aber ihr Arm wird besonders unerbittlicher sein gegen die Räuber und Mörder, die die militärische Ehre beflecken und in den bulgarischen Siedelungen Trauer verbreiten. Jedes Verbrechen erfordert Sühne und die Verbrechen der rumänischen Armee dürfen nicht ungeahndet bleiben. Die Züchtigung jedoch, die wir und unsere Verbündeten diesen wilden Tieren angedeihen lassen werden, wird nicht die einer persönlichen Rache oder die unnützer Repressalien sein. Entflammt von edlem Zorne werden unsere tapferen Regimenter diese gemeinen Mörder von allen Seiten umstellen und die Waffen nicht eher niederlegen, als bis diese verbrecherische Armee außer Stand gesetzt ist, Schaden zu stiften. Das Völkerrecht, die Gefühle der Menschlichkeit und die Hingebung für den Nächsten machen es unseren Soldaten zur gebieterischen Pflicht, einem Feinde gegenüber, der mit Behagen außerhalb jedes göttlichen und menschlichen Gesetzes steht, erbarmungslos zu sein.	[45, 631, 517, 1505]
article-headline: Ein zarter Wink an Rußland	[122, 1528, 440, 1552]
article	[1022, 496, 1508, 1499]
article-separator	[101, 592, 462, 593]
column-1	[45, 70, 517, 2264]
